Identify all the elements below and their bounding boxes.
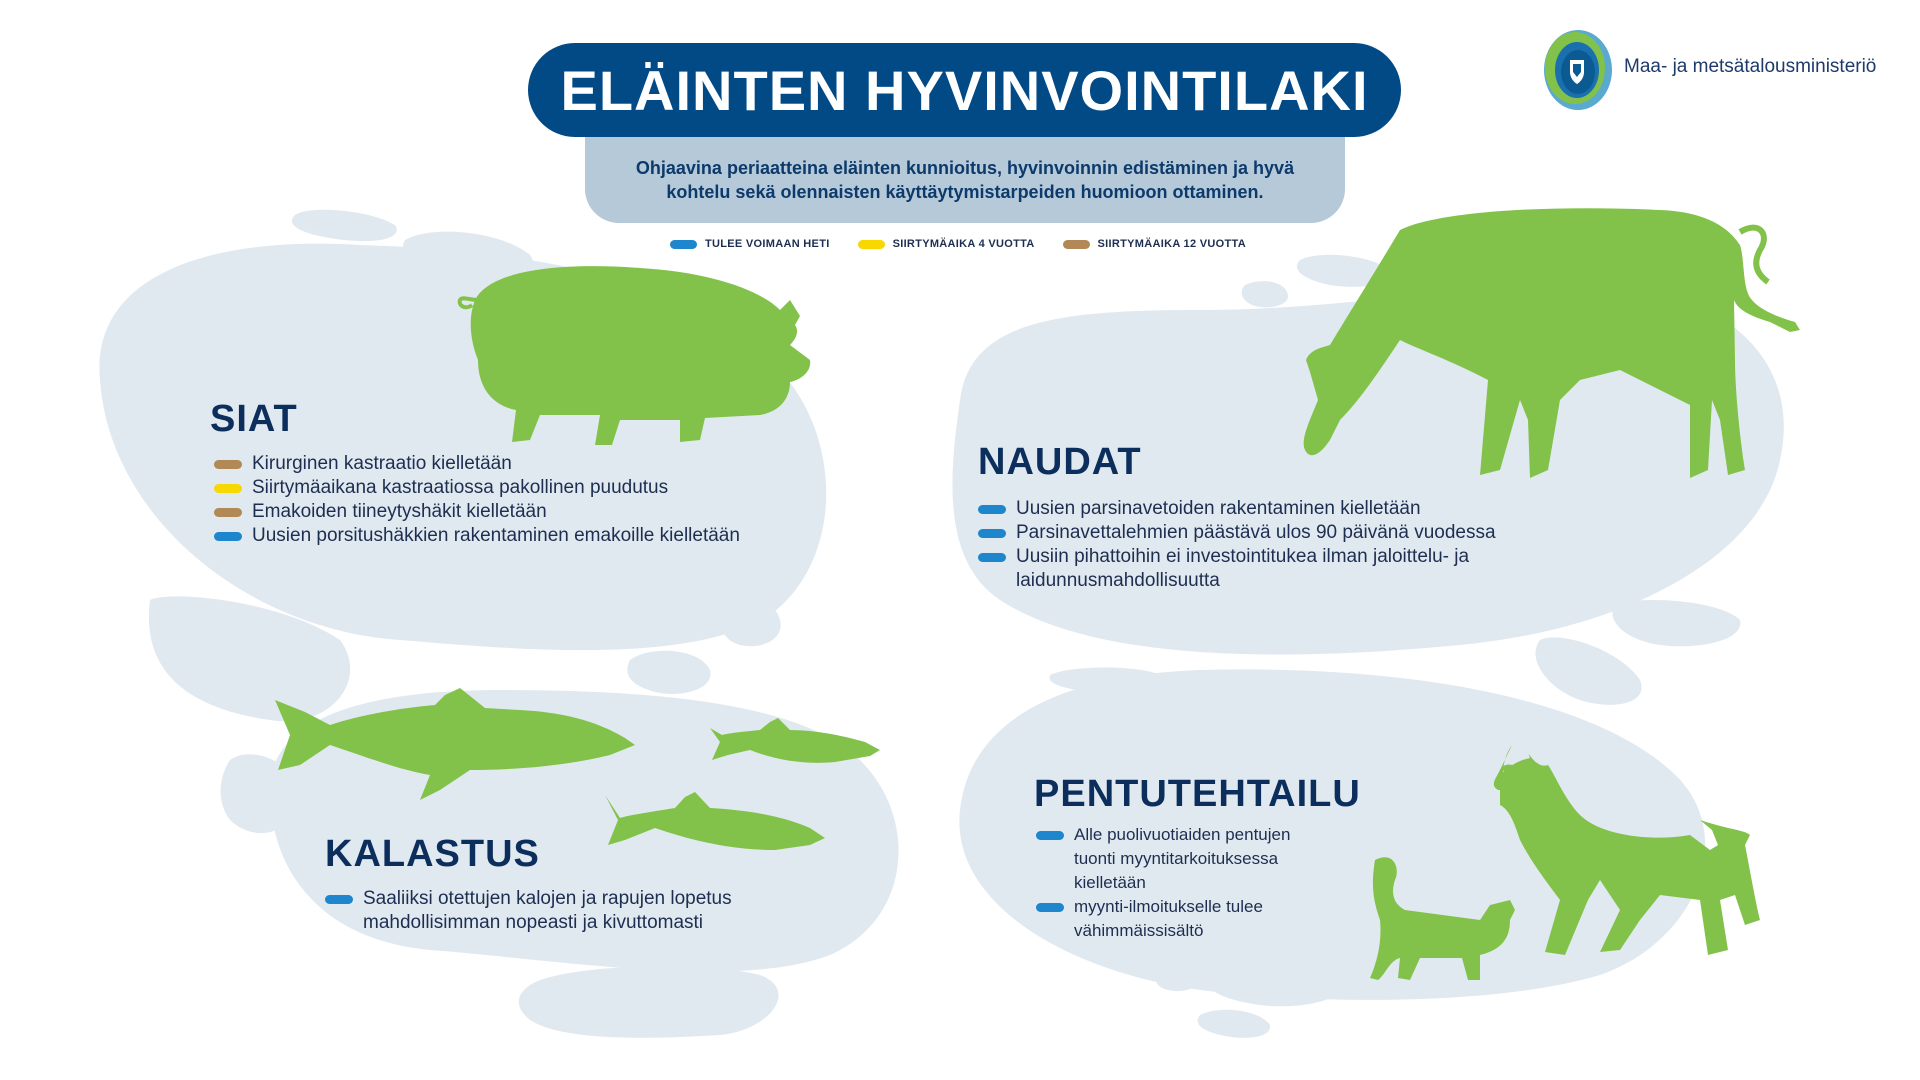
blue-marker-icon	[325, 895, 353, 904]
page-title: ELÄINTEN HYVINVOINTILAKI	[560, 58, 1369, 122]
fish-icon	[275, 688, 635, 800]
legend-label: SIIRTYMÄAIKA 12 VUOTTA	[1097, 238, 1246, 250]
cat-icon	[1370, 857, 1515, 980]
brown-marker-icon	[214, 508, 242, 517]
list-item	[214, 452, 814, 476]
list-item-text: Parsinavettalehmien päästävä ulos 90 päivänä vuodessa	[1016, 522, 1496, 543]
list-item-text: Uusien porsitushäkkien rakentaminen emakoille kielletään	[252, 525, 740, 546]
list-item-text: Uusiin pihattoihin ei investointitukea ilman jaloittelu- ja laidunnusmahdollisuutta	[1016, 546, 1470, 591]
fish-icon	[710, 718, 880, 763]
subtitle-text: Ohjaavina periaatteina eläinten kunnioitus, hyvinvoinnin edistäminen ja hyvä kohtelu sekä olennaisten käyttäytymistarpeiden huomioon ottaminen.	[635, 158, 1295, 202]
blue-marker-icon	[978, 529, 1006, 538]
list-item	[325, 887, 795, 935]
naudat-list	[978, 497, 1548, 593]
pentutehtailu-list	[1036, 823, 1336, 943]
section-heading-naudat: NAUDAT	[978, 441, 1142, 483]
list-item	[978, 521, 1548, 545]
list-item	[1036, 823, 1336, 895]
list-item-text: Alle puolivuotiaiden pentujen tuonti myyntitarkoituksessa kielletään	[1074, 825, 1291, 892]
brown-marker-icon	[214, 460, 242, 469]
list-item-text: Uusien parsinavetoiden rakentaminen kielletään	[1016, 498, 1421, 519]
list-item-text: Kirurginen kastraatio kielletään	[252, 453, 512, 474]
legend-label: TULEE VOIMAAN HETI	[705, 238, 830, 250]
list-item	[214, 524, 814, 548]
cow-icon	[1304, 208, 1800, 478]
list-item	[214, 500, 814, 524]
dog-icon	[1494, 745, 1760, 955]
list-item	[978, 545, 1548, 593]
fish-icon	[605, 792, 825, 850]
blue-marker-icon	[1036, 831, 1064, 840]
blue-marker-icon	[978, 553, 1006, 562]
section-heading-pentutehtailu: PENTUTEHTAILU	[1034, 773, 1361, 815]
list-item	[214, 476, 814, 500]
section-heading-siat: SIAT	[210, 398, 298, 440]
legend-label: SIIRTYMÄAIKA 4 VUOTTA	[892, 238, 1035, 250]
blue-marker-icon	[978, 505, 1006, 514]
blue-marker-icon	[214, 532, 242, 541]
list-item	[978, 497, 1548, 521]
kalastus-list	[325, 887, 795, 935]
list-item-text: myynti-ilmoitukselle tulee vähimmäissisältö	[1074, 897, 1263, 940]
list-item	[1036, 895, 1336, 943]
section-heading-kalastus: KALASTUS	[325, 833, 540, 875]
siat-list	[214, 452, 814, 548]
list-item-text: Saaliiksi otettujen kalojen ja rapujen lopetus mahdollisimman nopeasti ja kivuttomasti	[363, 888, 732, 933]
blue-marker-icon	[1036, 903, 1064, 912]
ministry-name: Maa- ja metsätalousministeriö	[1624, 56, 1877, 77]
pig-icon	[460, 266, 811, 445]
list-item-text: Siirtymäaikana kastraatiossa pakollinen puudutus	[252, 477, 669, 498]
yellow-marker-icon	[214, 484, 242, 493]
list-item-text: Emakoiden tiineytyshäkit kielletään	[252, 501, 547, 522]
